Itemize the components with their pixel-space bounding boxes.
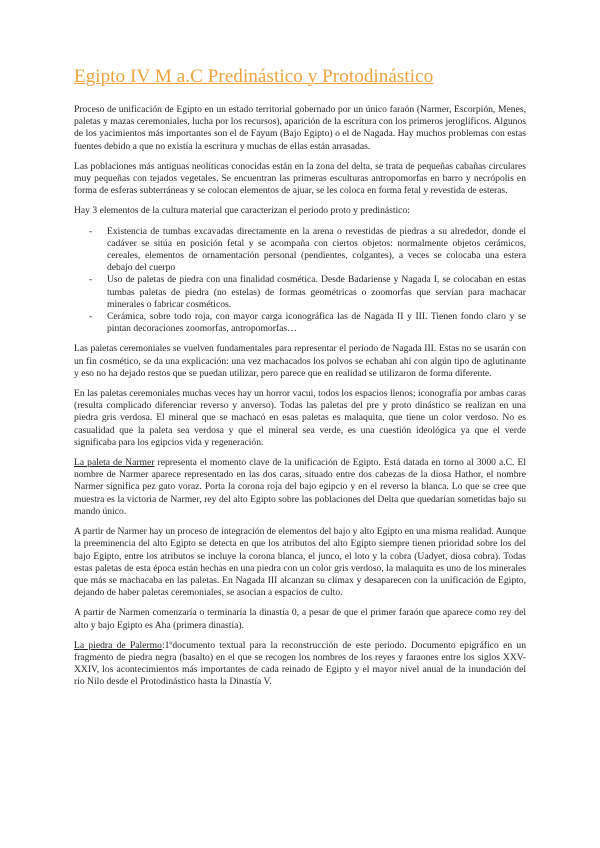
paragraph-horror-vacui: En las paletas ceremoniales muchas veces hay un horror vacui, todos los espacios llenos; iconografía por ambas caras (resulta complicado diferenciar reverso y anverso). Todas las paletas del pre y proto dinástico se realizan en una piedra gris verdosa. El mineral que se machacó en esas paletas es malaquita, que tiene un color verdoso. No es casualidad que la paleta sea verdosa y que el mineral sea verde, es una cuestión ideológica ya que el verde significaba para los egipcios vida y regeneración. — [74, 388, 526, 448]
paragraph-narmer-palette — [74, 457, 526, 518]
list-item: - Existencia de tumbas excavadas directamente en la arena o revestidas de piedras a su alrededor, donde el cadáver se sitúa en posición fetal y se acompaña con ciertos objetos: normalmente objetos cerámicos, cereales, elementos de ornamentación personal (pendientes, colgantes), a veces se colocaba una estera debajo del cuerpo — [107, 226, 526, 275]
paragraph-integration: A partir de Narmer hay un proceso de integración de elementos del bajo y alto Egipto en una misma realidad. Aunque la preeminencia del alto Egipto se detecta en que los atributos del alto Egipto siempre tienen prioridad sobre los del bajo Egipto, entre los atributos se incluye la corona blanca, el junco, el loto y la cobra (Uadyet, diosa cobra). Todas estas paletas de esta época están hechas en una piedra con un color gris verdoso, la malaquita es uno de los minerales que más se machacaba en las paletas. En Nagada III alcanzan su clímax y desaparecen con la unificación de Egipto, dejando de haber paletas ceremoniales, se asocian a espacios de culto. — [74, 526, 526, 599]
material-culture-list — [74, 226, 526, 336]
paragraph-dynasty-zero: A partir de Narmen comenzaría o terminaría la dinastía 0, a pesar de que el primer faraón que aparece como rey del alto y bajo Egipto es Aha (primera dinastía). — [74, 607, 526, 631]
page-title: Egipto IV M a.C Predinástico y Protodinástico — [74, 66, 434, 87]
paragraph-unification: Proceso de unificación de Egipto en un estado territorial gobernado por un único faraón (Narmer, Escorpión, Menes, paletas y mazas ceremoniales, lucha por los recursos), aparición de la escritura con los primeros jeroglíficos. Algunos de los yacimientos más importantes son el de Fayum (Bajo Egipto) o el de Nagada. Hay muchos problemas con estas fuentes debido a que no existía la escritura y muchas de ellas están arrasadas. — [74, 104, 526, 152]
list-item: - Uso de paletas de piedra con una finalidad cosmética. Desde Badariense y Nagada I, se colocaban en estas tumbas paletas de piedra (no estelas) de formas geométricas o zoomorfas que servían para machacar minerales o fabricar cosméticos. — [107, 274, 526, 311]
paragraph-neolithic: Las poblaciones más antiguas neolíticas conocidas están en la zona del delta, se trata de pequeñas cabañas circulares muy pequeñas con tejados vegetales. Se encuentran las primeras esculturas antropomorfas en barro y necrópolis en forma de esferas subterráneas y se colocan elementos de ajuar, se les coloca en forma fetal y revestida de esteras. — [74, 160, 526, 197]
paragraph-palermo-stone — [74, 640, 526, 689]
paragraph-elements-intro: Hay 3 elementos de la cultura material que caracterizan el periodo proto y predinástico: — [74, 205, 410, 217]
list-item: - Cerámica, sobre todo roja, con mayor carga iconográfica las de Nagada II y III. Tienen fondo claro y se pintan decoraciones zoomorfas, antropomorfas… — [107, 311, 526, 335]
narmer-palette-text: representa el momento clave de la unificación de Egipto. Está datada en torno al 3000 a.C. El nombre de Narmer aparece representado en las dos caras, situado entre dos cabezas de la diosa Hathor, el nombre Narmer significa pez gato voraz. Porta la corona roja del bajo egipcio y en el reverso la blanca. Lo que se cree que muestra es la victoria de Narmer, rey del alto Egipto sobre las poblaciones del Delta que quedarían sometidas bajo su mando único. — [74, 457, 526, 517]
palermo-stone-heading: La piedra de Palermo — [74, 639, 162, 651]
paragraph-ceremonial-palettes: Las paletas ceremoniales se vuelven fundamentales para representar el periodo de Nagada III. Estas no se usarán con un fin cosmético, se da una explicación: una vez machacados los polvos se echaban ahí con algún tipo de aglutinante y eso no ha dejado restos que se puedan utilizar, pero parece que en realidad se utilizaron de forma diferente. — [74, 343, 526, 379]
narmer-palette-heading: La paleta de Narmer — [74, 457, 155, 469]
palermo-stone-text: :1ºdocumento textual para la reconstrucción de este periodo. Documento epigráfico en un fragmento de piedra negra (basalto) en el que se recogen los nombres de los reyes y faraones entre los siglos XXV-XXIV, los acontecimientos más importantes de cada reinado de Egipto y el mayor nivel anual de la inundación del río Nilo desde el Protodinástico hasta la Dinastía V. — [74, 639, 526, 688]
